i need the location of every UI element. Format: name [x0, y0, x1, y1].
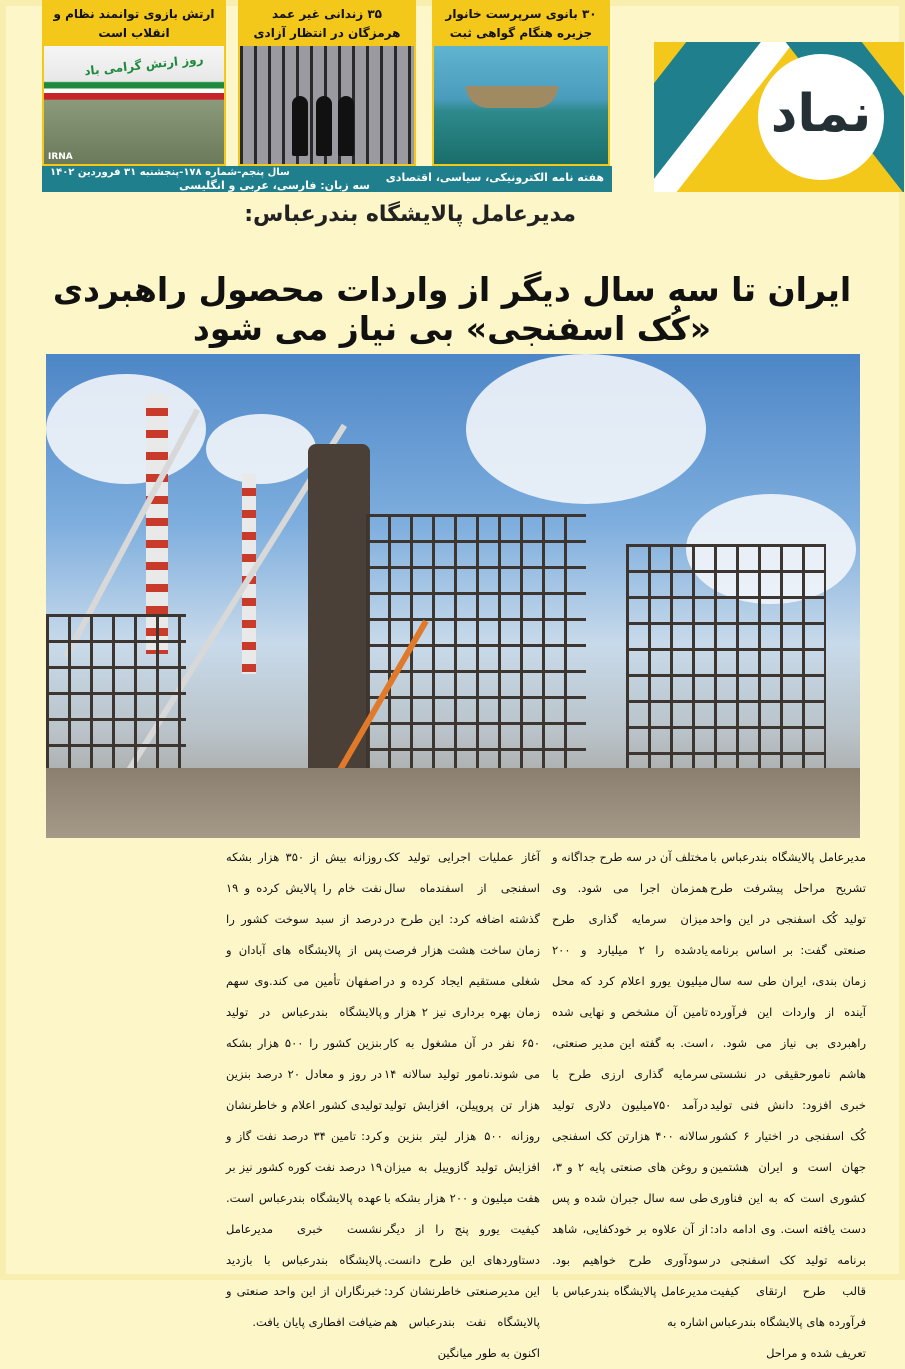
refinery-photo — [46, 354, 860, 838]
masthead — [42, 0, 872, 196]
thumb-image-boat — [434, 46, 608, 164]
thumb-image-prison — [240, 46, 414, 164]
thumb-news-prisoners[interactable] — [238, 0, 416, 166]
thumb-news-army[interactable] — [42, 0, 226, 166]
column-text: مختلف آن در سه طرح جداگانه و همزمان اجرا می شود. وی میزان سرمایه گذاری طرح یادشده را ۲ میلیارد و ۲۰۰ میلیون یورو اعلام کرد که محل تامین آن مشخص و نهایی شده است. به گفته این مدیر صنعتی، سرمایه گذاری ارزی طرح با درآمد ۷۵۰میلیون دلاری تولید سالانه ۴۰۰ هزارتن کک اسفنجی و روغن های صنعتی پایه ۲ و ۳، طی سه سال جبران شده و پس از آن علاوه بر خودکفایی، شاهد سودآوری طرح خواهیم بود. مدیرعامل پالایشگاه بندرعباس با اشاره به — [552, 850, 708, 1329]
thumb-news-boats[interactable] — [432, 0, 610, 166]
masthead-languages: سه زبان: فارسی، عربی و انگلیسی — [179, 179, 370, 192]
article-column-2 — [552, 842, 708, 1338]
thumb-caption: ارتش بازوی توانمند نظام و انقلاب است — [44, 2, 224, 46]
logo-band — [654, 42, 904, 192]
logo-text: نماد — [770, 84, 872, 144]
irna-watermark: IRNA — [48, 152, 73, 162]
army-banner-text: روز ارتش گرامی باد — [83, 51, 205, 79]
column-text: روزانه بیش از ۳۵۰ هزار بشکه نفت خام را پالایش کرده و ۱۹ درصد از سبد سوخت کشور را پس از پالایشگاه های آبادان و اصفهان تأمین می کند.وی سهم پالایشگاه بندرعباس در تولید بنزین کشور را ۵۰۰ هزار بشکه در روز و معادل ۲۰ درصد بنزین تولیدی کشور اعلام و خاطرنشان کرد: تامین ۳۴ درصد نفت گاز و ۱۹ درصد نفت کوره کشور نیز بر عهده پالایشگاه بندرعباس است. نشست خبری مدیرعامل پالایشگاه بندرعباس با بازدید خبرنگاران از این واحد صنعتی و ضیافت افطاری پایان یافت. — [226, 850, 383, 1329]
article-column-1 — [710, 842, 866, 1369]
masthead-strip — [42, 166, 612, 192]
thumb-caption: ۳۰ بانوی سرپرست خانوار جزیره هنگام گواهی ثبت — [434, 2, 608, 46]
article-headline: ایران تا سه سال دیگر از واردات محصول راهبردی «کُک اسفنجی» بی نیاز می شود — [52, 270, 852, 348]
article-kicker: مدیرعامل پالایشگاه بندرعباس: — [244, 202, 576, 227]
thumb-image-army — [44, 46, 224, 164]
issue-date: سال پنجم-شماره ۱۷۸-پنجشنبه ۳۱ فروردین ۱۴۰۲ — [50, 167, 290, 178]
article-column-4 — [226, 842, 382, 1338]
article-column-3 — [384, 842, 540, 1369]
masthead-description: هفته نامه الکترونیکی، سیاسی، اقتصادی — [385, 171, 604, 184]
thumb-caption: ۳۵ زندانی غیر عمد هرمزگان در انتظار آزادی — [240, 2, 414, 46]
column-text: مدیرعامل پالایشگاه بندرعباس با تشریح مراحل پیشرفت طرح تولید کُک اسفنجی در این واحد صنعتی گفت: بر اساس برنامه زمان بندی، ایران طی سه سال آینده از واردات این فرآورده راهبردی بی نیاز می شود. ، هاشم نامورحقیقی در نشستی خبری افزود: دانش فنی تولید کُک اسفنجی در اختیار ۶ کشور جهان است و ایران هشتمین کشوری است که به این فناوری دست یافته است. وی ادامه داد: برنامه تولید کک اسفنجی در قالب طرح ارتقای کیفیت فرآورده های پالایشگاه بندرعباس تعریف شده و مراحل — [710, 850, 866, 1360]
logo[interactable] — [758, 54, 884, 180]
column-text: آغاز عملیات اجرایی تولید کک اسفنجی از اسفندماه سال گذشته اضافه کرد: این طرح در زمان ساخت هشت هزار فرصت شغلی مستقیم ایجاد کرده و در زمان بهره برداری نیز ۲ هزار و ۶۵۰ نفر در آن مشغول به کار می شوند.نامور تولید سالانه ۱۴ هزار تن پروپیلن، افزایش تولید روزانه ۵۰۰ هزار لیتر بنزین و افزایش تولید گازوییل به میزان هفت میلیون و ۲۰۰ هزار بشکه با کیفیت یورو پنج را از دیگر دستاوردهای این طرح دانست. این مدیرصنعتی خاطرنشان کرد: پالایشگاه نفت بندرعباس هم اکنون به طور میانگین — [384, 850, 541, 1360]
